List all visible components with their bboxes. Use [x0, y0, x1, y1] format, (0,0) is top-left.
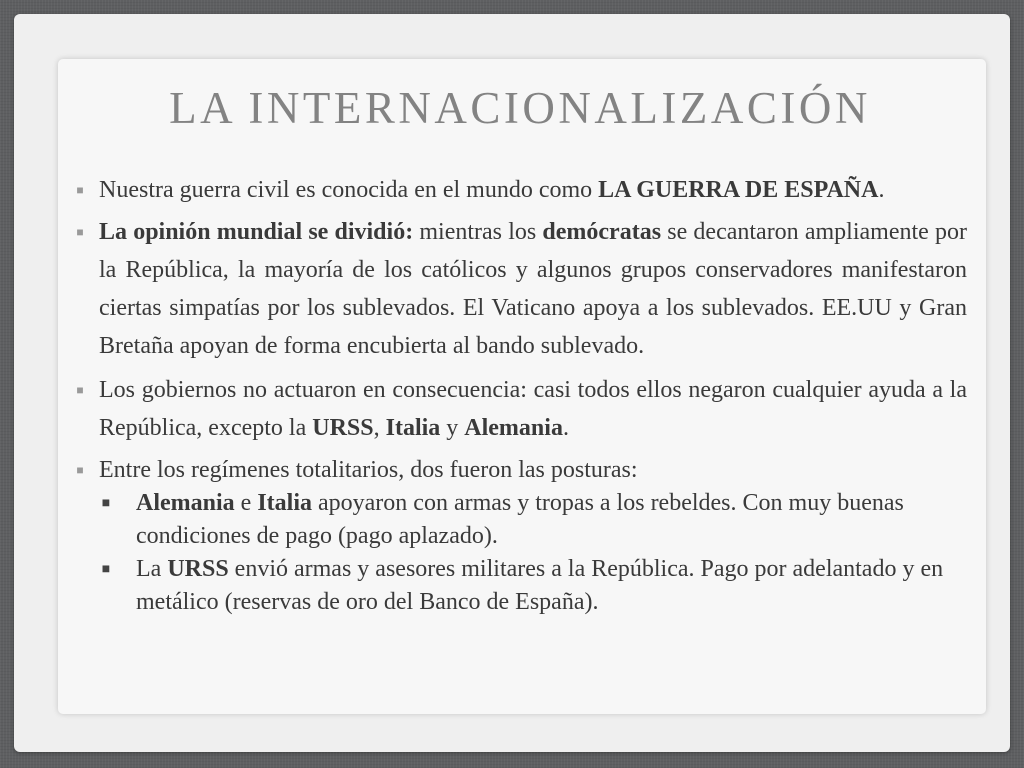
- slide-title: LA INTERNACIONALIZACIÓN: [169, 83, 871, 133]
- square-sub-bullet-icon: ■: [101, 496, 111, 511]
- square-bullet-icon: ■: [76, 225, 84, 239]
- bullet-list: [76, 174, 967, 619]
- square-bullet-icon: ■: [76, 463, 84, 477]
- bullet-item: ■ La opinión mundial se dividió: mientras los demócratas se decantaron ampliamente por la República, la mayoría de los católicos y algunos grupos conservadores manifestaron ciertas simpatías por los sublevados. El Vaticano apoya a los sublevados. EE.UU y Gran Bretaña apoyan de forma encubierta al bando sublevado.: [99, 213, 967, 365]
- bullet-item: ■ Los gobiernos no actuaron en consecuencia: casi todos ellos negaron cualquier ayuda a la República, excepto la URSS, Italia y Alemania.: [99, 371, 967, 447]
- sub-bullet-item: ■ La URSS envió armas y asesores militares a la República. Pago por adelantado y en metálico (reservas de oro del Banco de España).: [136, 553, 967, 619]
- sub-bullet-list: [101, 487, 967, 619]
- square-bullet-icon: ■: [76, 383, 84, 397]
- square-sub-bullet-icon: ■: [101, 562, 111, 577]
- square-bullet-icon: ■: [76, 183, 84, 197]
- sub-bullet-item: ■ Alemania e Italia apoyaron con armas y tropas a los rebeldes. Con muy buenas condiciones de pago (pago aplazado).: [136, 487, 967, 553]
- bullet-item: ■ Nuestra guerra civil es conocida en el mundo como LA GUERRA DE ESPAÑA.: [99, 174, 967, 207]
- bullet-item: ■ Entre los regímenes totalitarios, dos fueron las posturas: ■ Alemania e Italia apoyaron con armas y tropas a los rebeldes. Con muy buenas condiciones de pago (pago aplazado). ■ La URSS envió armas y asesores militares a la República. Pago por adelantado y en metálico (reservas de oro del Banco de España).: [99, 454, 967, 619]
